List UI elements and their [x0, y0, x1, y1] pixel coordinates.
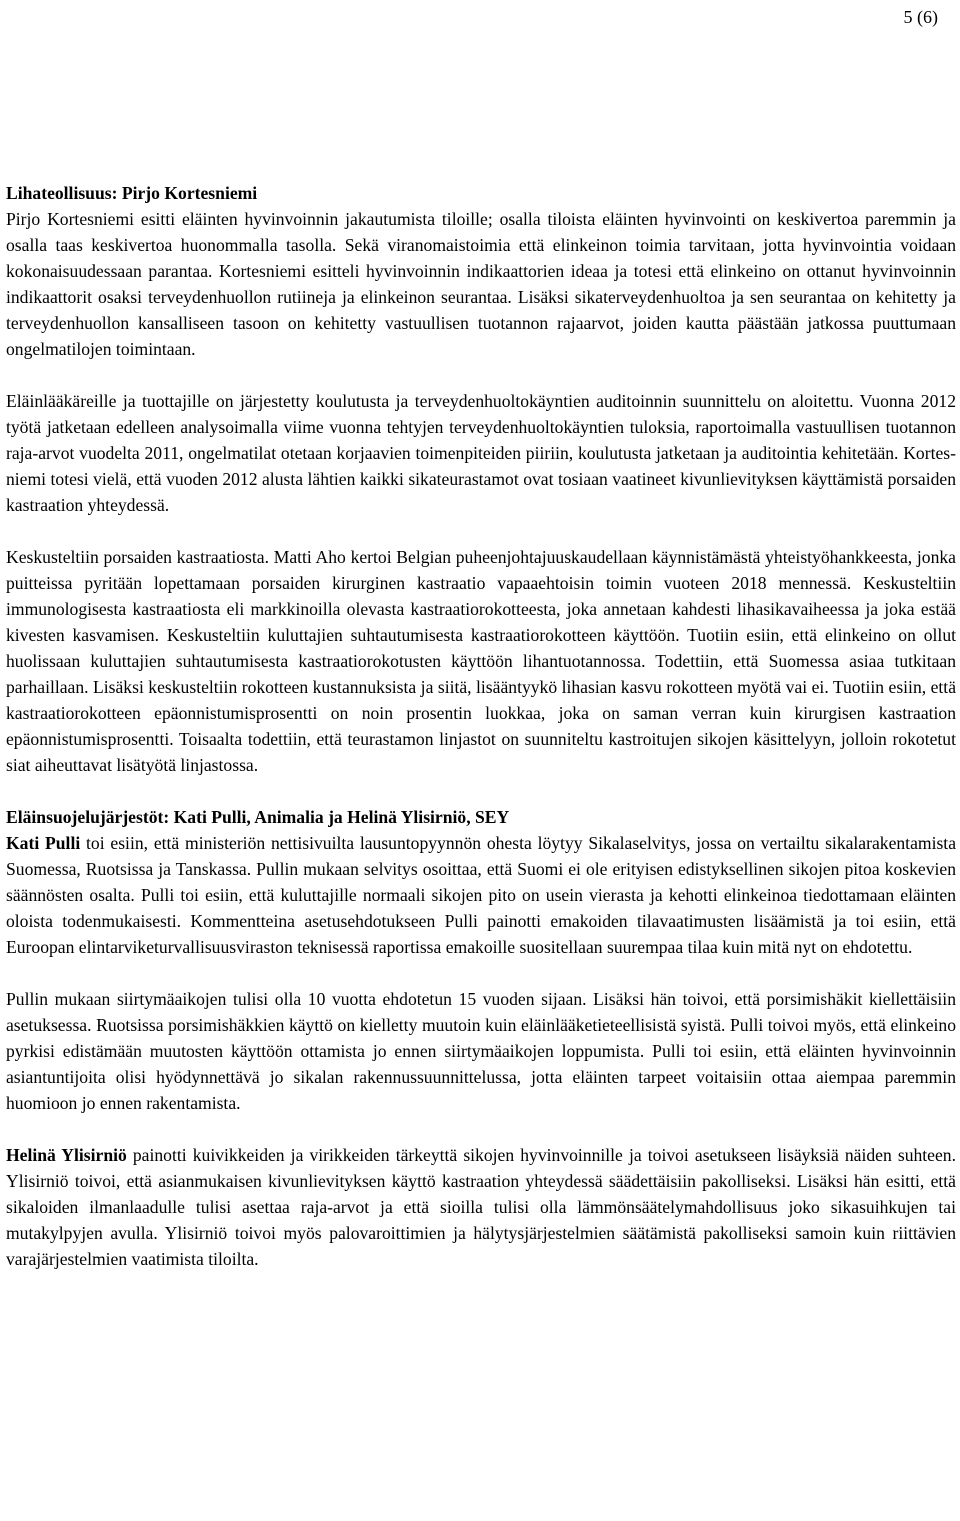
- paragraph: [6, 830, 956, 960]
- paragraph: [6, 1142, 956, 1272]
- speaker-name: Kati Pulli: [6, 833, 81, 853]
- paragraph-spacer: [6, 518, 956, 544]
- paragraph-text: toi esiin, että ministeriön nettisivuilta lausuntopyynnön ohesta löytyy Sikalaselvitys, jossa on vertailtu sikalarakentamista Suomessa, Ruotsissa ja Tanskassa. Pullin mukaan selvitys osoittaa, että Suomi ei ole erityisen edistyksellinen sikojen pitoa koskevien säännösten osalta. Pulli toi esiin, että kuluttajille normaali sikojen pito on usein vierasta ja kehotti elinkeinoa tiedottamaan eläinten oloista todenmukaisesti. Kommentteina asetusehdotukseen Pulli painotti emakoiden tilavaatimusten lisäämistä ja toi esiin, että Euroopan elintarviketurvallisuusviraston teknisessä raportissa emakoille suositellaan suurempaa tilaa kuin mitä nyt on ehdotettu.: [6, 833, 957, 957]
- section-heading-meat-industry: Lihateollisuus: Pirjo Kortesniemi: [6, 183, 258, 203]
- paragraph: Pirjo Kortesniemi esitti eläinten hyvinvoinnin jakautumista tiloille; osalla tiloista eläinten hyvinvointi on keskivertoa paremmin ja osalla taas keskivertoa huonommalla tasolla. Sekä viranomaistoimia että elinkeinon toimia tarvitaan, jotta hyvinvointia voidaan kokonaisuudessaan parantaa. Kortesniemi esitteli hyvinvoinnin indikaattorien ideaa ja totesi että elinkeino on ottanut hyvinvoinnin indikaattorit osaksi terveydenhuollon rutiineja ja elinkeinon seurantaa. Lisäksi sikaterveydenhuoltoa ja sen seurantaa on kehitetty ja terveydenhuollon kansalliseen tasoon on kehitetty vastuullisen tuotannon rajaarvot, joiden kautta päästään jatkossa puuttumaan ongelmatilojen toimintaan.: [6, 209, 956, 359]
- paragraph: Keskusteltiin porsaiden kastraatiosta. Matti Aho kertoi Belgian puheenjohtajuuskaudellaan käynnistämästä yhteistyöhankkeesta, jonka puitteissa pyritään lopettamaan porsaiden kirurginen kastraatio vapaaehtoisin toimin vuoteen 2018 mennessä. Keskusteltiin immunologisesta kastraatiosta eli markkinoilla olevasta kastraatiorokotteesta, joka annetaan kahdesti lihasikavaiheessa ja joka estää kivesten kasvamisen. Keskusteltiin kuluttajien suhtautumisesta kastraatiorokotteen käyttöön. Tuotiin esiin, että elinkeino on ollut huolissaan kuluttajien suhtautumisesta kastraatiorokotusten käyttöön lihantuotannossa. Todettiin, että Suomessa asiaa tutkitaan parhaillaan. Lisäksi keskusteltiin rokotteen kustannuksista ja siitä, lisääntyykö lihasian kasvu rokotteen myötä vai ei. Tuotiin esiin, että kastraatiorokotteen epäonnistumisprosentti on noin prosentin luokkaa, joka on saman verran kuin kirurgisen kastraation epäonnistumisprosentti. Toisaalta todettiin, että teurastamon linjastot on suunniteltu kastroitujen sikojen käsittelyyn, jolloin rokotetut siat aiheuttavat lisätyötä linjastossa.: [6, 547, 956, 775]
- paragraph-spacer: [6, 778, 956, 804]
- paragraph-spacer: [6, 1116, 956, 1142]
- speaker-name: Helinä Ylisirniö: [6, 1145, 127, 1165]
- paragraph-spacer: [6, 960, 956, 986]
- paragraph: Pullin mukaan siirtymäaikojen tulisi olla 10 vuotta ehdotetun 15 vuoden sijaan. Lisäksi hän toivoi, että porsimishäkit kiellettäisiin asetuksessa. Ruotsissa porsimishäkkien käyttö on kielletty muutoin kuin eläinlääketieteellisistä syistä. Pulli toivoi myös, että elinkeino pyrkisi edistämään muutosten käyttöön ottamista jo ennen siirtymäaikojen loppumista. Pulli toi esiin, että eläinten hyvinvoinnin asiantuntijoita olisi hyödynnettävä jo sikalan rakennussuunnittelussa, jotta eläinten tarpeet voitaisiin ottaa aiempaa paremmin huomioon jo ennen rakentamista.: [6, 989, 956, 1113]
- section-heading-animal-welfare: Eläinsuojelujärjestöt: Kati Pulli, Animalia ja Helinä Ylisirniö, SEY: [6, 807, 510, 827]
- paragraph-spacer: [6, 362, 956, 388]
- paragraph: Eläinlääkäreille ja tuottajille on järjestetty koulutusta ja terveydenhuoltokäyntien auditoinnin suunnittelu on aloitettu. Vuonna 2012 työtä jatketaan edelleen analysoimalla viime vuonna tehtyjen terveydenhuoltokäyntien tuloksia, raportoimalla vastuullisen tuotannon raja-arvot vuodelta 2011, ongelmatilat otetaan korjaavien toimenpiteiden piiriin, koulutusta jatketaan ja auditointia kehitetään. Kortesniemi totesi vielä, että vuoden 2012 alusta lähtien kaikki sikateurastamot ovat tosiaan vaatineet kivunlievityksen käyttämistä porsaiden kastraation yhteydessä.: [6, 391, 956, 515]
- page-number: 5 (6): [903, 7, 938, 27]
- document-body: [6, 180, 956, 1272]
- paragraph-text: painotti kuivikkeiden ja virikkeiden tärkeyttä sikojen hyvinvoinnille ja toivoi asetukseen lisäyksiä näiden suhteen. Ylisirniö toivoi, että asianmukaisen kivunlievityksen käyttö kastraation yhteydessä säädettäisiin pakolliseksi. Lisäksi hän esitti, että sikaloiden ilmanlaadulle tulisi asettaa raja-arvot ja että sioilla tulisi olla lämmönsäätelymahdollisuus joko sikasuihkujen tai mutakylpyjen avulla. Ylisirniö toivoi myös palovaroittimien ja hälytysjärjestelmien säätämistä pakolliseksi samoin kuin riittävien varajärjestelmien vaatimista tiloilta.: [6, 1145, 956, 1269]
